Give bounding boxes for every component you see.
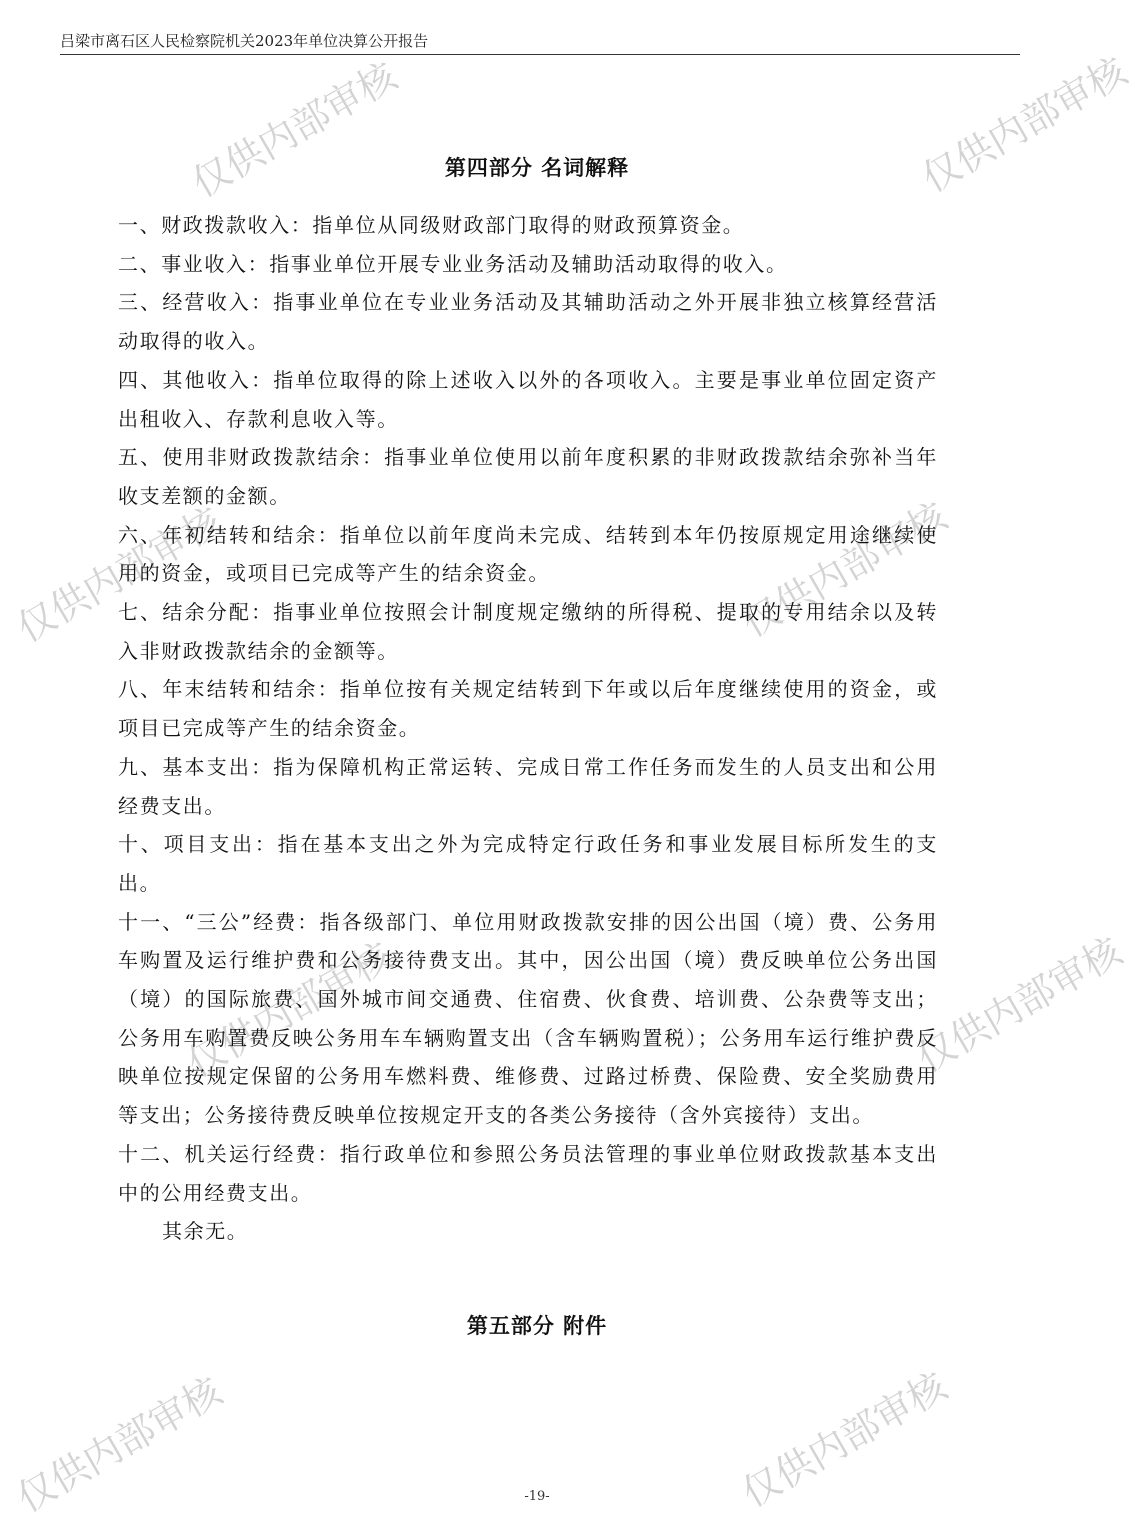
closing-note: 其余无。 (162, 1219, 249, 1244)
definition-paragraph: 九、基本支出：指为保障机构正常运转、完成日常工作任务而发生的人员支出和公用经费支出。 (118, 754, 938, 818)
definition-paragraph: 十二、机关运行经费：指行政单位和参照公务员法管理的事业单位财政拨款基本支出中的公用经费支出。 (118, 1141, 938, 1205)
header-rule (60, 54, 1020, 55)
definition-paragraph: 三、经营收入：指事业单位在专业业务活动及其辅助活动之外开展非独立核算经营活动取得的收入。 (118, 290, 938, 354)
definitions-body (118, 206, 938, 1251)
watermark: 仅供内部审核 (734, 493, 954, 646)
definition-paragraph: 六、年初结转和结余：指单位以前年度尚未完成、结转到本年仍按原规定用途继续使用的资金，或项目已完成等产生的结余资金。 (118, 522, 938, 586)
definition-paragraph: 二、事业收入：指事业单位开展专业业务活动及辅助活动取得的收入。 (118, 251, 788, 276)
definition-paragraph: 十、项目支出：指在基本支出之外为完成特定行政任务和事业发展目标所发生的支出。 (118, 832, 938, 895)
definition-paragraph: 七、结余分配：指事业单位按照会计制度规定缴纳的所得税、提取的专用结余以及转入非财政拨款结余的金额等。 (118, 600, 938, 663)
watermark: 仅供内部审核 (184, 53, 404, 206)
definition-paragraph: 十一、“三公”经费：指各级部门、单位用财政拨款安排的因公出国（境）费、公务用车购置及运行维护费和公务接待费支出。其中，因公出国（境）费反映单位公务出国（境）的国际旅费、国外城市间交通费、住宿费、伙食费、培训费、公杂费等支出；公务用车购置费反映公务用车车辆购置支出（含车辆购置税）；公务用车运行维护费反映单位按规定保留的公务用车燃料费、维修费、过路过桥费、保险费、安全奖励费用等支出；公务接待费反映单位按规定开支的各类公务接待（含外宾接待）支出。 (118, 909, 938, 1128)
watermark: 仅供内部审核 (179, 933, 399, 1086)
watermark: 仅供内部审核 (734, 1363, 954, 1516)
section-title-part4: 第四部分 名词解释 (444, 155, 630, 180)
definition-paragraph: 五、使用非财政拨款结余：指事业单位使用以前年度积累的非财政拨款结余弥补当年收支差额的金额。 (118, 445, 938, 508)
section-title-part5: 第五部分 附件 (466, 1313, 608, 1338)
watermark: 仅供内部审核 (909, 928, 1129, 1081)
document-header: 吕梁市离石区人民检察院机关2023年单位决算公开报告 (60, 32, 429, 50)
page-number: -19- (524, 1489, 550, 1504)
watermark: 仅供内部审核 (914, 48, 1134, 201)
definition-paragraph: 四、其他收入：指单位取得的除上述收入以外的各项收入。主要是事业单位固定资产出租收入、存款利息收入等。 (118, 367, 938, 431)
definition-paragraph: 一、财政拨款收入：指单位从同级财政部门取得的财政预算资金。 (118, 213, 745, 237)
definition-paragraph: 八、年末结转和结余：指单位按有关规定结转到下年或以后年度继续使用的资金，或项目已完成等产生的结余资金。 (118, 677, 938, 741)
watermark: 仅供内部审核 (9, 498, 229, 651)
watermark: 仅供内部审核 (9, 1368, 229, 1521)
